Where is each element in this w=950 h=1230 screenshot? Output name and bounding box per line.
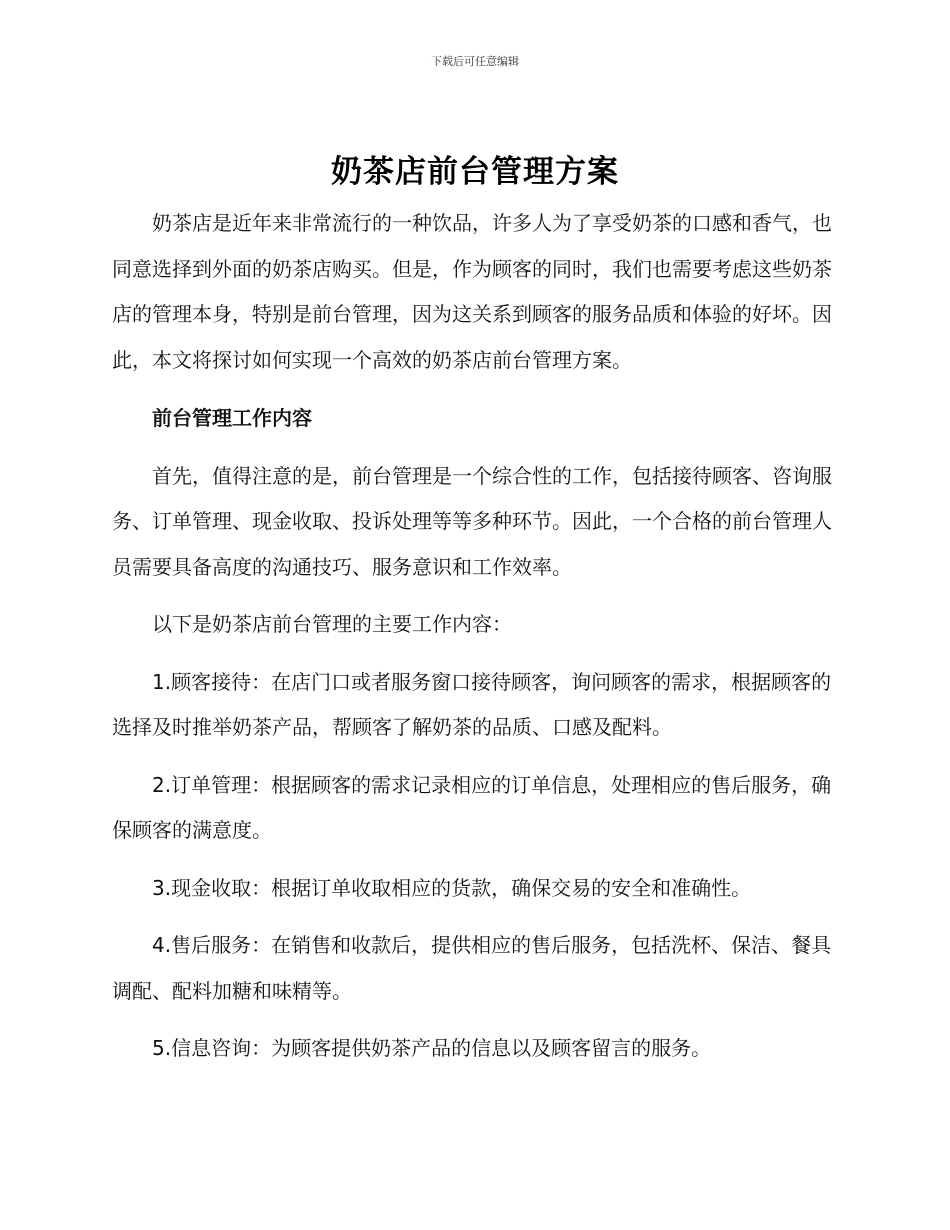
list-item: 4.售后服务：在销售和收款后，提供相应的售后服务，包括洗杯、保洁、餐具调配、配料加糖和味精等。 [112, 933, 832, 1003]
document-body [112, 201, 832, 1072]
paragraph-overview: 首先，值得注意的是，前台管理是一个综合性的工作，包括接待顾客、咨询服务、订单管理、现金收取、投诉处理等等多种环节。因此，一个合格的前台管理人员需要具备高度的沟通技巧、服务意识和工作效率。 [112, 463, 832, 579]
paragraph-list-intro: 以下是奶茶店前台管理的主要工作内容： [152, 612, 512, 636]
list-item: 1.顾客接待：在店门口或者服务窗口接待顾客，询问顾客的需求，根据顾客的选择及时推举奶茶产品，帮顾客了解奶茶的品质、口感及配料。 [112, 669, 832, 739]
section-title: 前台管理工作内容 [152, 406, 312, 430]
header-note: 下载后可任意编辑 [431, 55, 519, 68]
document-title: 奶茶店前台管理方案 [331, 154, 619, 190]
list-item: 5.信息咨询：为顾客提供奶茶产品的信息以及顾客留言的服务。 [152, 1036, 712, 1060]
list-item: 3.现金收取：根据订单收取相应的货款，确保交易的安全和准确性。 [152, 875, 752, 900]
intro-paragraph: 奶茶店是近年来非常流行的一种饮品，许多人为了享受奶茶的口感和香气，也同意选择到外面的奶茶店购买。但是，作为顾客的同时，我们也需要考虑这些奶茶店的管理本身，特别是前台管理，因为这关系到顾客的服务品质和体验的好坏。因此，本文将探讨如何实现一个高效的奶茶店前台管理方案。 [112, 211, 832, 372]
list-item: 2.订单管理：根据顾客的需求记录相应的订单信息，处理相应的售后服务，确保顾客的满意度。 [112, 772, 832, 842]
